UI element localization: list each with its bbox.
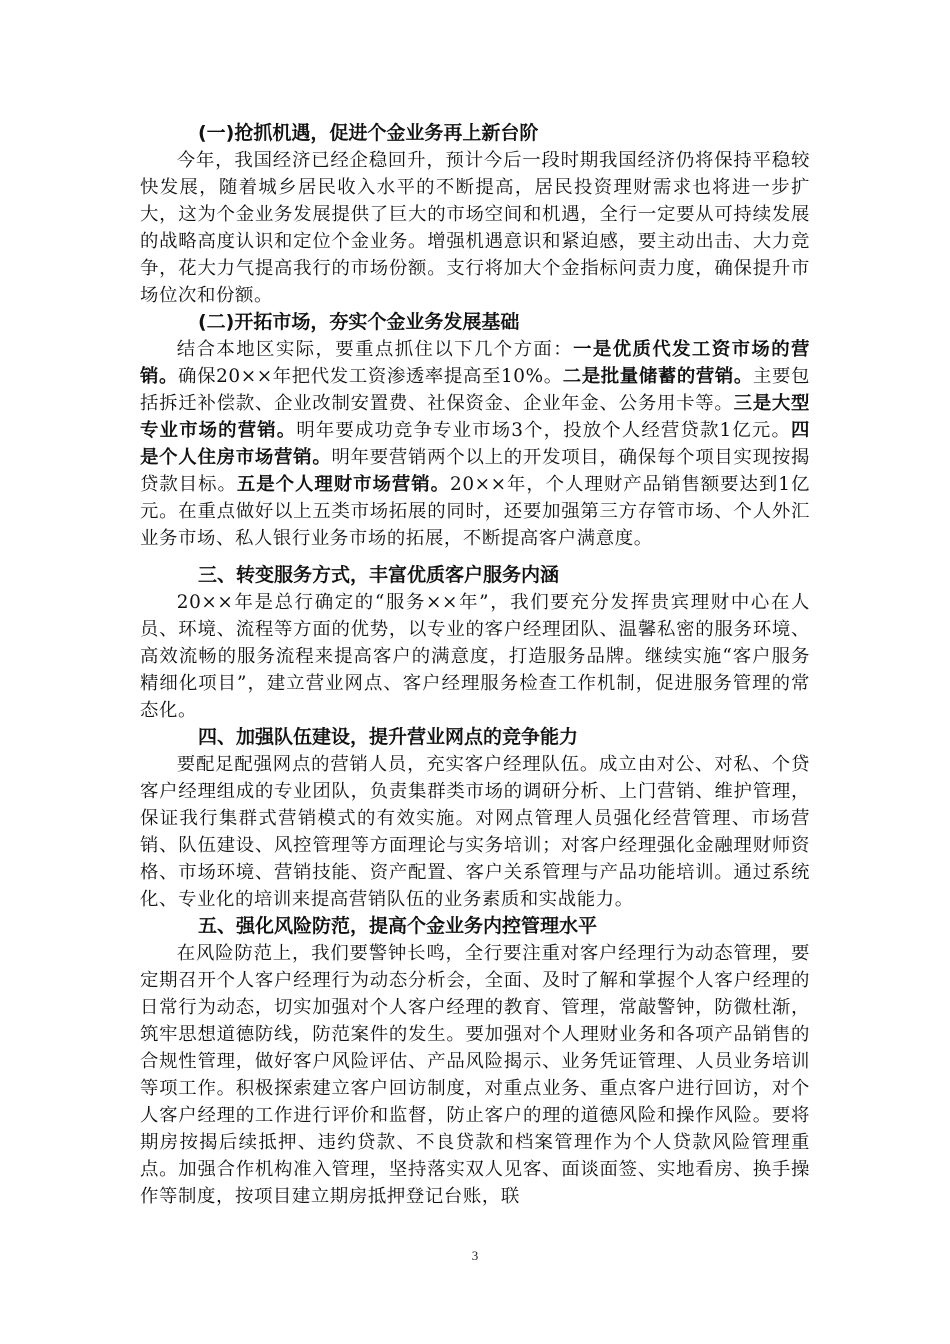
page-number: 3 [471,1248,479,1263]
section-heading-1: (一)抢抓机遇，促进个金业务再上新台阶 [198,122,539,144]
section-paragraph-5: 在风险防范上，我们要警钟长鸣，全行要注重对客户经理行为动态管理，要定期召开个人客户经理行为动态分析会，全面、及时了解和掌握个人客户经理的日常行为动态，切实加强对个人客户经理的教育、管理，常敲警钟，防微杜渐，筑牢思想道德防线，防范案件的发生。要加强对个人理财业务和各项产品销售的合规性管理，做好客户风险评估、产品风险揭示、业务凭证管理、人员业务培训等项工作。积极探索建立客户回访制度，对重点业务、重点客户进行回访，对个人客户经理的工作进行评价和监督，防止客户的理的道德风险和操作风险。要将期房按揭后续抵押、违约贷款、不良贷款和档案管理作为个人贷款风险管理重点。加强合作机构准入管理，坚持落实双人见客、面谈面签、实地看房、换手操作等制度，按项目建立期房抵押登记台账，联 [140,943,810,1207]
bold-point-5: 五是个人理财市场营销。 [236,474,451,495]
document-body [140,120,810,1210]
bold-point-4: 四是个人住房市场营销。 [140,420,810,468]
bold-point-3: 三是大型专业市场的营销。 [140,393,810,441]
section-paragraph-4: 要配足配强网点的营销人员，充实客户经理队伍。成立由对公、对私、个贷客户经理组成的专业团队，负责集群类市场的调研分析、上门营销、维护管理，保证我行集群式营销模式的有效实施。对网点管理人员强化经营管理、市场营销、队伍建设、风控管理等方面理论与实务培训；对客户经理强化金融理财师资格、市场环境、营销技能、资产配置、客户关系管理与产品功能培训。通过系统化、专业化的培训来提高营销队伍的业务素质和实战能力。 [140,754,810,910]
section-paragraph-3: 20××年是总行确定的“服务××年”，我们要充分发挥贵宾理财中心在人员、环境、流程等方面的优势，以专业的客户经理团队、温馨私密的服务环境、高效流畅的服务流程来提高客户的满意度，打造服务品牌。继续实施“客户服务精细化项目”，建立营业网点、客户经理服务检查工作机制，促进服务管理的常态化。 [140,592,810,721]
bold-point-1: 一是优质代发工资市场的营销。 [140,339,810,387]
section-heading-4: 四、加强队伍建设，提升营业网点的竞争能力 [198,726,579,748]
section-paragraph-1: 今年，我国经济已经企稳回升，预计今后一段时期我国经济仍将保持平稳较快发展，随着城乡居民收入水平的不断提高，居民投资理财需求也将进一步扩大，这为个金业务发展提供了巨大的市场空间和机遇，全行一定要从可持续发展的战略高度认识和定位个金业务。增强机遇意识和紧迫感，要主动出击、大力竞争，花大力气提高我行的市场份额。支行将加大个金指标问责力度，确保提升市场位次和份额。 [140,150,810,306]
section-paragraph-2: 结合本地区实际，要重点抓住以下几个方面：一是优质代发工资市场的营销。确保20××年把代发工资渗透率提高至10%。二是批量储蓄的营销。主要包括拆迁补偿款、企业改制安置费、社保资金、企业年金、公务用卡等。三是大型专业市场的营销。明年要成功竞争专业市场3个，投放个人经营贷款1亿元。四是个人住房市场营销。明年要营销两个以上的开发项目，确保每个项目实现按揭贷款目标。五是个人理财市场营销。20××年，个人理财产品销售额要达到1亿元。在重点做好以上五类市场拓展的同时，还要加强第三方存管市场、个人外汇业务市场、私人银行业务市场的拓展，不断提高客户满意度。 [140,339,810,549]
section-heading-5: 五、强化风险防范，提高个金业务内控管理水平 [198,915,598,937]
section-heading-3: 三、转变服务方式，丰富优质客户服务内涵 [198,564,560,586]
bold-point-2: 二是批量储蓄的营销。 [562,366,753,387]
section-heading-2: (二)开拓市场，夯实个金业务发展基础 [198,311,520,333]
